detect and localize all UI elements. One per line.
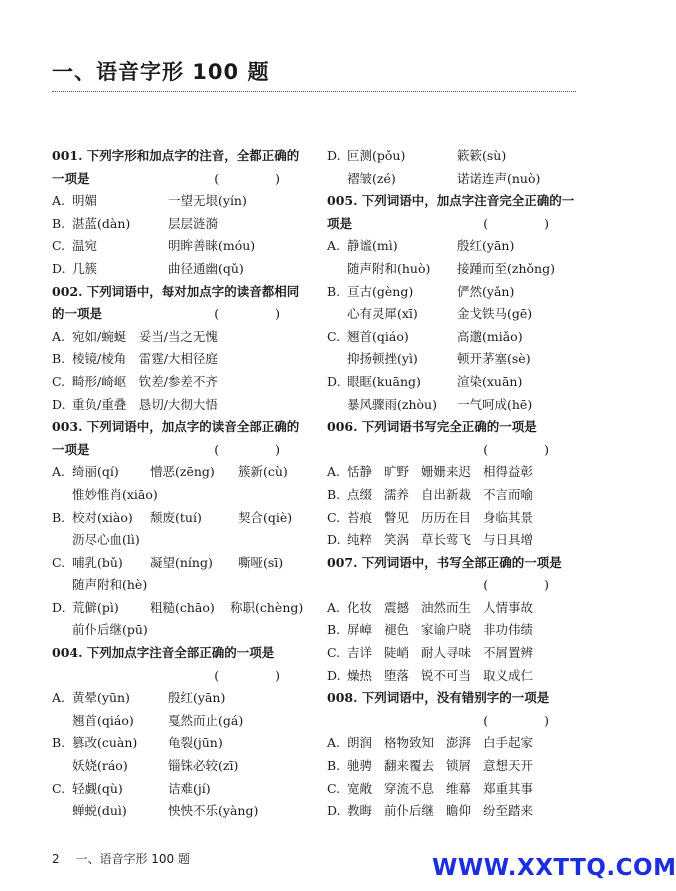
q002-option-a: A. 宛如/蜿蜒 妥当/当之无愧 xyxy=(52,328,218,344)
q004-option-d: D. 叵测(pǒu) 簌簌(sù) xyxy=(327,148,507,163)
q003-option-b-cont: 沥尽心血(lì) xyxy=(72,532,140,548)
question-006-paren-line: ( ) xyxy=(483,441,575,457)
watermark: WWW.XXTTQ.COM xyxy=(432,855,676,881)
q003-option-c: C. 哺乳(bǔ) 凝望(níng) 嘶哑(sī) xyxy=(52,554,284,570)
question-008-paren-line: ( ) xyxy=(483,712,575,728)
q008-option-c: C. 宽敞 穿流不息 维幕 郑重其事 xyxy=(327,780,534,796)
q003-option-b: B. 校对(xiào) 颓废(tuí) 契合(qiè) xyxy=(52,509,293,525)
question-005-head: 005. 下列词语中，加点字注音完全正确的一 xyxy=(327,193,575,209)
q003-option-a: A. 绮丽(qí) 憎恶(zēng) 簇新(cù) xyxy=(52,464,288,480)
page-footer xyxy=(52,850,190,867)
q007-option-d: D. 燥热 堕落 锐不可当 取义成仁 xyxy=(327,667,534,683)
q006-option-d: D. 纯粹 笑涡 草长莺飞 与日具增 xyxy=(327,532,534,548)
q005-option-b-cont: 心有灵犀(xī) 金戈铁马(gē) xyxy=(347,306,533,322)
q002-option-b: B. 棱镜/棱角 雷霆/大相径庭 xyxy=(52,351,218,367)
q008-option-d: D. 教晦 前仆后继 瞻仰 纷至踏来 xyxy=(327,803,534,819)
q005-option-c-cont: 抑扬顿挫(yì) 顿开茅塞(sè) xyxy=(347,351,531,367)
q005-option-a: A. 静谧(mì) 殷红(yān) xyxy=(327,238,515,254)
q004-option-d-cont: 褶皱(zé) 诺诺连声(nuò) xyxy=(347,170,541,186)
q008-option-a: A. 朗润 格物致知 澎湃 白手起家 xyxy=(327,735,534,751)
q004-option-a: A. 黄晕(yūn) 殷红(yān) xyxy=(52,690,226,706)
q007-option-c: C. 吉详 陡峭 耐人寻味 不屑置辨 xyxy=(327,645,534,661)
q005-option-a-cont: 随声附和(huò) 接踵而至(zhǒng) xyxy=(347,260,555,276)
q003-option-d-cont: 前仆后继(pū) xyxy=(72,622,148,638)
question-007-paren-line: ( ) xyxy=(483,577,575,593)
q001-option-c: C. 温宛 明眸善睐(móu) xyxy=(52,238,256,254)
q005-option-d-cont: 暴风骤雨(zhòu) 一气呵成(hē) xyxy=(347,396,533,412)
footer-section: 一、语音字形 100 题 xyxy=(75,852,191,866)
q005-option-b: B. 亘古(gèng) 俨然(yǎn) xyxy=(327,283,515,299)
q007-option-b: B. 屏嶂 褪色 家谕户晓 非功伟绩 xyxy=(327,622,534,638)
q004-option-b-cont: 妖娆(ráo) 锱铢必较(zī) xyxy=(72,758,239,774)
right-column xyxy=(327,145,579,823)
q004-option-a-cont: 翘首(qiáo) 戛然而止(gá) xyxy=(72,712,244,728)
dotted-divider xyxy=(52,91,576,92)
q002-option-d: D. 重负/重叠 恳切/大彻大悟 xyxy=(52,396,218,412)
q004-option-c-cont: 蝉蜕(duì) 怏怏不乐(yàng) xyxy=(72,803,259,819)
q008-option-b: B. 驰骋 翻来覆去 锁屑 意想天开 xyxy=(327,758,534,774)
question-003-head2: 一项是 ( ) xyxy=(52,441,306,457)
q006-option-b: B. 点缀 濡养 自出新裁 不言而喻 xyxy=(327,486,534,502)
q001-option-a: A. 明媚 一望无垠(yín) xyxy=(52,193,247,209)
q003-option-a-cont: 惟妙惟肖(xiāo) xyxy=(72,486,158,502)
question-004-paren-line: ( ) xyxy=(214,667,306,683)
page-title: 一、语音字形 100 题 xyxy=(52,60,270,84)
question-008-head: 008. 下列词语中，没有错别字的一项是 xyxy=(327,690,550,706)
q001-option-b: B. 湛蓝(dàn) 层层涟漪 xyxy=(52,215,219,231)
q001-option-d: D. 几簇 曲径通幽(qǔ) xyxy=(52,260,244,276)
question-001-head: 001. 下列字形和加点字的注音，全都正确的 xyxy=(52,148,300,163)
q006-option-c: C. 苔痕 瞥见 历历在目 身临其景 xyxy=(327,509,534,525)
q005-option-d: D. 眼眶(kuāng) 渲染(xuān) xyxy=(327,373,523,389)
question-002-head2: 的一项是 ( ) xyxy=(52,306,306,322)
question-001-head2: 一项是 ( ) xyxy=(52,170,306,186)
q004-option-c: C. 轻觑(qù) 诘难(jí) xyxy=(52,780,211,796)
left-column xyxy=(52,145,310,823)
page-number: 2 xyxy=(52,852,60,866)
q004-option-b: B. 篡改(cuàn) 龟裂(jūn) xyxy=(52,735,223,751)
question-006-head: 006. 下列词语书写完全正确的一项是 xyxy=(327,419,537,435)
q003-option-c-cont: 随声附和(hè) xyxy=(72,577,148,593)
q005-option-c: C. 翘首(qiáo) 高邈(miǎo) xyxy=(327,328,523,344)
question-004-head: 004. 下列加点字注音全部正确的一项是 xyxy=(52,645,275,661)
question-005-head2: 项是 ( ) xyxy=(327,215,575,231)
q006-option-a: A. 恬静 旷野 姗姗来迟 相得益彰 xyxy=(327,464,534,480)
question-003-head: 003. 下列词语中，加点字的读音全部正确的 xyxy=(52,419,300,435)
q003-option-d: D. 荒僻(pì) 粗糙(chāo) 称职(chèng) xyxy=(52,599,304,615)
q007-option-a: A. 化妆 震撼 油然而生 人情事故 xyxy=(327,599,534,615)
question-007-head: 007. 下列词语中，书写全部正确的一项是 xyxy=(327,554,562,570)
q002-option-c: C. 畸形/崎岖 钦差/参差不齐 xyxy=(52,373,218,389)
question-002-head: 002. 下列词语中，每对加点字的读音都相同 xyxy=(52,283,300,299)
